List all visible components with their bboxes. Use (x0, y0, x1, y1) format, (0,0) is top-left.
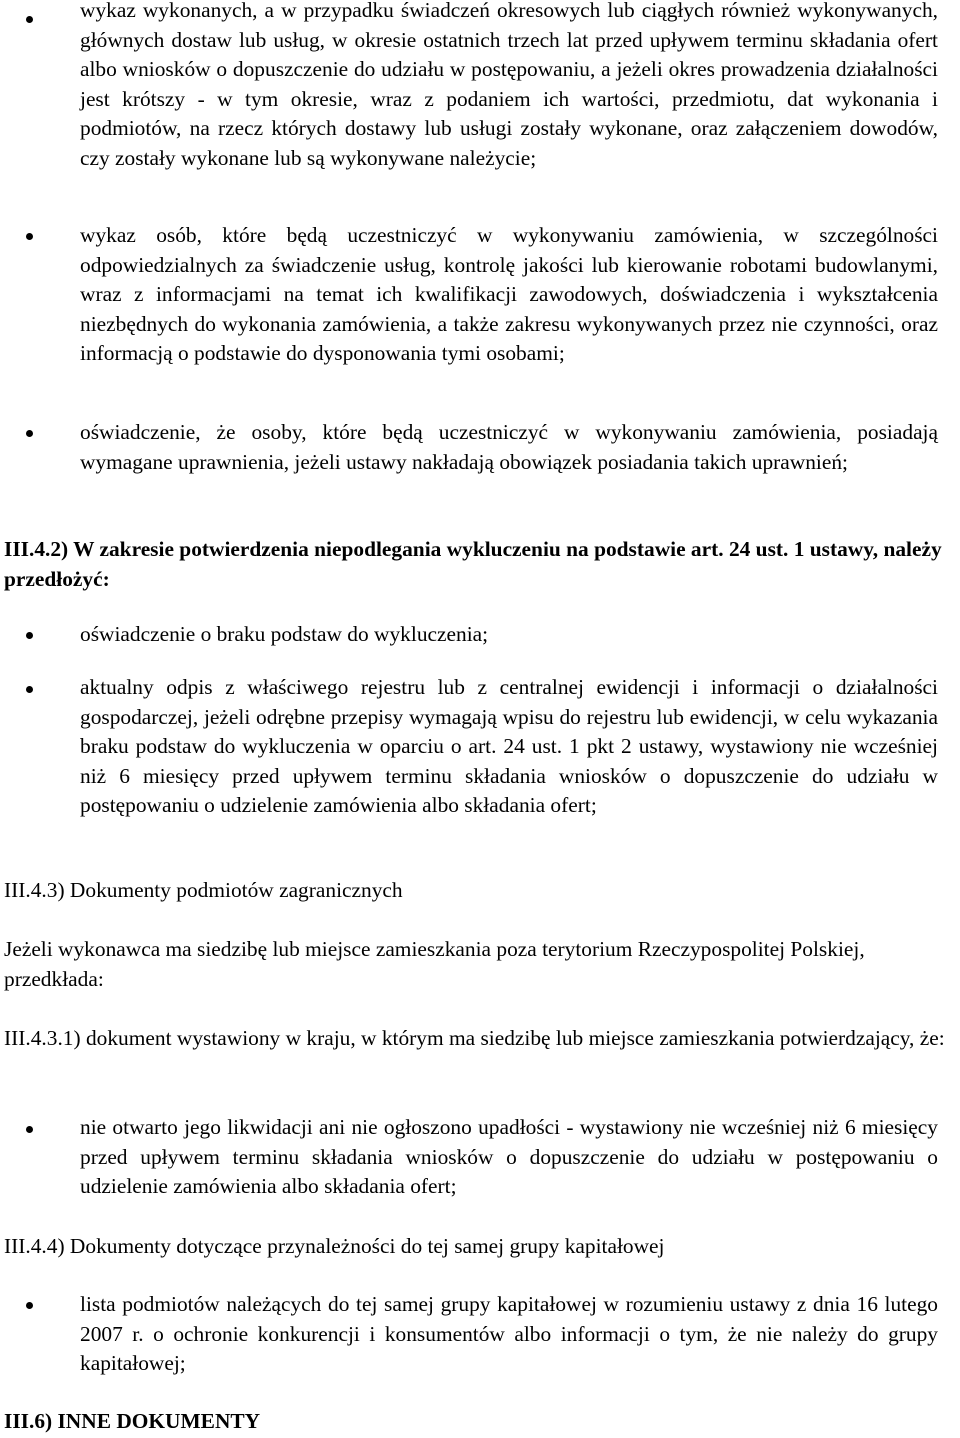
paragraph: Jeżeli wykonawca ma siedzibę lub miejsce zamieszkania poza terytorium Rzeczypospolitej Polskiej, przedkłada: (4, 937, 865, 991)
list-item: nie otwarto jego likwidacji ani nie ogłoszono upadłości - wystawiony nie wcześniej niż 6 miesięcy przed upływem terminu składania wniosków o dopuszczenie do udziału w postępowaniu o udzielenie zamówienia albo składania ofert; (80, 1115, 938, 1199)
section-heading: III.4.4) Dokumenty dotyczące przynależności do tej samej grupy kapitałowej (4, 1234, 665, 1258)
bullet-icon (26, 16, 33, 23)
bullet-icon (26, 632, 33, 639)
section-heading: III.6) INNE DOKUMENTY (4, 1409, 261, 1433)
bullet-icon (26, 233, 33, 240)
bullet-icon (26, 430, 33, 437)
section-heading: III.4.2) W zakresie potwierdzenia niepodlegania wykluczeniu na podstawie art. 24 ust. 1 ustawy, należy przedłożyć: (4, 537, 942, 591)
section-heading: III.4.3) Dokumenty podmiotów zagranicznych (4, 878, 403, 902)
list-item: lista podmiotów należących do tej samej grupy kapitałowej w rozumieniu ustawy z dnia 16 lutego 2007 r. o ochronie konkurencji i konsumentów albo informacji o tym, że nie należy do grupy kapitałowej; (80, 1292, 938, 1376)
list-item: oświadczenie, że osoby, które będą uczestniczyć w wykonywaniu zamówienia, posiadają wymagane uprawnienia, jeżeli ustawy nakładają obowiązek posiadania takich uprawnień; (80, 420, 938, 474)
list-item: wykaz osób, które będą uczestniczyć w wykonywaniu zamówienia, w szczególności odpowiedzialnych za świadczenie usług, kontrolę jakości lub kierowanie robotami budowlanymi, wraz z informacjami na temat ich kwalifikacji zawodowych, doświadczenia i wykształcenia niezbędnych do wykonania zamówienia, a także zakresu wykonywanych przez nie czynności, oraz informacją o podstawie do dysponowania tymi osobami; (80, 223, 938, 366)
list-item: oświadczenie o braku podstaw do wykluczenia; (80, 622, 489, 646)
subsection-heading: III.4.3.1) dokument wystawiony w kraju, w którym ma siedzibę lub miejsce zamieszkania potwierdzający, że: (4, 1026, 945, 1050)
bullet-icon (26, 686, 33, 693)
list-item: aktualny odpis z właściwego rejestru lub z centralnej ewidencji i informacji o działalności gospodarczej, jeżeli odrębne przepisy wymagają wpisu do rejestru lub ewidencji, w celu wykazania braku podstaw do wykluczenia w oparciu o art. 24 ust. 1 pkt 2 ustawy, wystawiony nie wcześniej niż 6 miesięcy przed upływem terminu składania wniosków o dopuszczenie do udziału w postępowaniu o udzielenie zamówienia albo składania ofert; (80, 675, 938, 818)
list-item: wykaz wykonanych, a w przypadku świadczeń okresowych lub ciągłych również wykonywanych, głównych dostaw lub usług, w okresie ostatnich trzech lat przed upływem terminu składania ofert albo wniosków o dopuszczenie do udziału w postępowaniu, a jeżeli okres prowadzenia działalności jest krótszy - w tym okresie, wraz z podaniem ich wartości, przedmiotu, dat wykonania i podmiotów, na rzecz których dostawy lub usługi zostały wykonane, oraz załączeniem dowodów, czy zostały wykonane lub są wykonywane należycie; (80, 0, 938, 170)
bullet-icon (26, 1302, 33, 1309)
bullet-icon (26, 1126, 33, 1133)
